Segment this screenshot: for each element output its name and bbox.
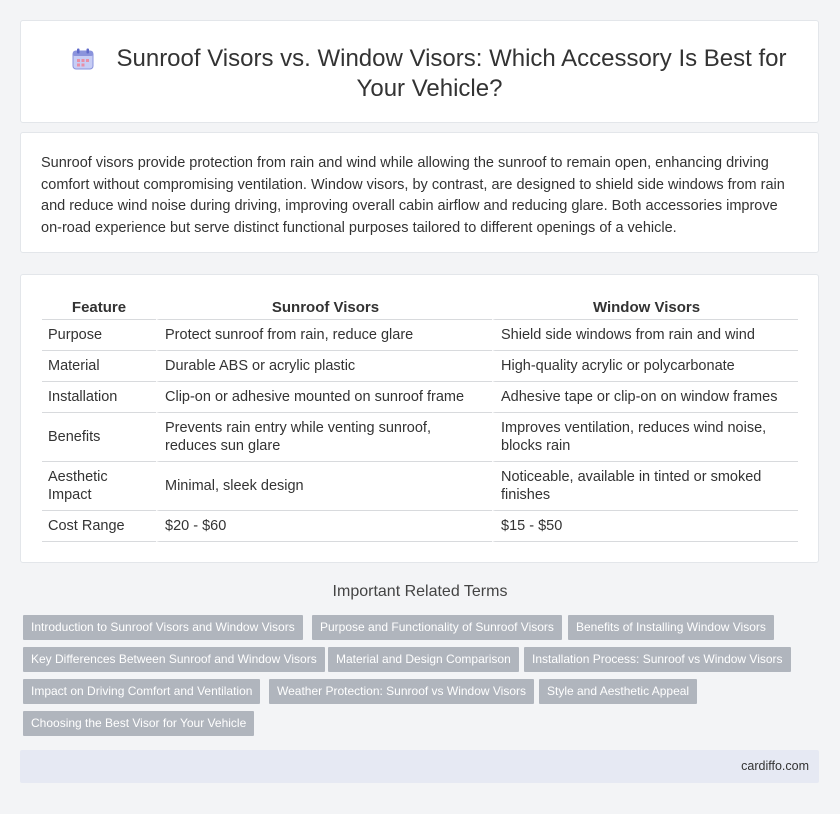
table-cell: Aesthetic Impact [42, 462, 156, 511]
table-cell: Clip-on or adhesive mounted on sunroof frame [156, 382, 492, 413]
table-cell: Benefits [42, 413, 156, 462]
related-term-tag[interactable]: Weather Protection: Sunroof vs Window Visors [269, 679, 534, 704]
table-cell: High-quality acrylic or polycarbonate [492, 351, 798, 382]
header-sunroof-visors: Sunroof Visors [156, 295, 492, 320]
table-cell: Protect sunroof from rain, reduce glare [156, 320, 492, 351]
table-row [42, 462, 798, 511]
table-cell: Noticeable, available in tinted or smoked finishes [492, 462, 798, 511]
table-cell: Installation [42, 382, 156, 413]
table-cell: Minimal, sleek design [156, 462, 492, 511]
table-cell: Cost Range [42, 511, 156, 542]
related-term-tag[interactable]: Impact on Driving Comfort and Ventilation [23, 679, 260, 704]
related-term-tag[interactable]: Material and Design Comparison [328, 647, 519, 672]
calendar-icon [72, 48, 94, 70]
comparison-table-card [20, 274, 819, 563]
related-term-tag[interactable]: Choosing the Best Visor for Your Vehicle [23, 711, 254, 736]
table-row [42, 511, 798, 542]
table-row [42, 320, 798, 351]
table-cell: Adhesive tape or clip-on on window frames [492, 382, 798, 413]
table-cell: Material [42, 351, 156, 382]
intro-paragraph: Sunroof visors provide protection from rain and wind while allowing the sunroof to remain open, enhancing driving comfort without compromising ventilation. Window visors, by contrast, are designed to shield side windows from rain and reduce wind noise during driving, improving overall cabin airflow and reducing glare. Both accessories improve on-road experience but serve distinct functional purposes tailored to different openings of a vehicle. [41, 155, 785, 236]
related-term-tag[interactable]: Purpose and Functionality of Sunroof Visors [312, 615, 562, 640]
table-cell: Improves ventilation, reduces wind noise, blocks rain [492, 413, 798, 462]
related-terms-heading: Important Related Terms [332, 583, 508, 600]
table-cell: Prevents rain entry while venting sunroof, reduces sun glare [156, 413, 492, 462]
page-title [61, 44, 798, 104]
related-term-tag[interactable]: Benefits of Installing Window Visors [568, 615, 774, 640]
table-cell: $15 - $50 [492, 511, 798, 542]
table-cell: $20 - $60 [156, 511, 492, 542]
footer [20, 750, 819, 783]
table-cell: Durable ABS or acrylic plastic [156, 351, 492, 382]
table-header-row [42, 295, 798, 320]
table-cell: Shield side windows from rain and wind [492, 320, 798, 351]
page-title-text: Sunroof Visors vs. Window Visors: Which Accessory Is Best for Your Vehicle? [116, 45, 787, 102]
header-feature: Feature [42, 295, 156, 320]
table-row [42, 413, 798, 462]
title-card [20, 20, 819, 123]
intro-card [20, 132, 819, 253]
table-row [42, 351, 798, 382]
header-window-visors: Window Visors [492, 295, 798, 320]
table-row [42, 382, 798, 413]
related-term-tag[interactable]: Key Differences Between Sunroof and Window Visors [23, 647, 325, 672]
related-term-tag[interactable]: Installation Process: Sunroof vs Window Visors [524, 647, 791, 672]
table-cell: Purpose [42, 320, 156, 351]
footer-site-link[interactable]: cardiffo.com [741, 759, 809, 773]
comparison-table [42, 295, 798, 542]
related-term-tag[interactable]: Style and Aesthetic Appeal [539, 679, 697, 704]
related-term-tag[interactable]: Introduction to Sunroof Visors and Window Visors [23, 615, 303, 640]
